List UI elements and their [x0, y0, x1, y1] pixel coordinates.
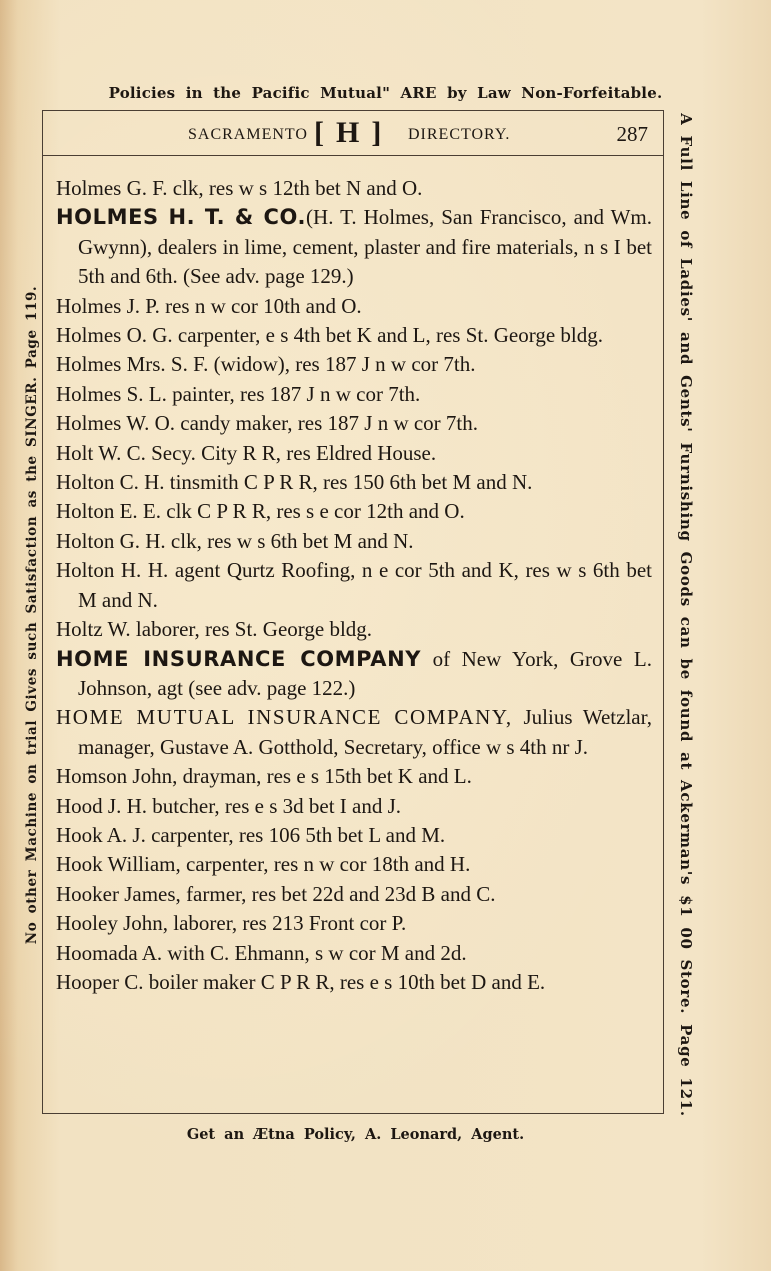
directory-entry [56, 909, 652, 938]
directory-entry [56, 615, 652, 644]
running-head-letter: [H] [314, 116, 394, 149]
entry-name: HOME MUTUAL INSURANCE COMPANY, [56, 705, 513, 730]
entry-name: Holtz W. [56, 617, 131, 642]
directory-entry-business [56, 203, 652, 291]
directory-entry [56, 556, 652, 615]
directory-entry [56, 321, 652, 350]
entry-details: carpenter, e s 4th bet K and L, res St. George bldg. [172, 323, 603, 348]
entry-details: clk, res w s 6th bet M and N. [165, 528, 414, 553]
bottom-advertisement: Get an Ætna Policy, A. Leonard, Agent. [186, 1126, 525, 1143]
entry-name: Holmes J. P. [56, 293, 160, 318]
directory-entry [56, 497, 652, 526]
directory-entry [56, 850, 652, 879]
entry-name: HOLMES H. T. & CO. [56, 205, 307, 230]
entry-details: (H. T. Holmes, San Francisco, and Wm. Gwynn), dealers in lime, cement, plaster and fire materials, n s I bet 5th and 6th. (See adv. page 129.) [78, 205, 652, 289]
directory-entry [56, 468, 652, 497]
running-head-city: SACRAMENTO [188, 126, 308, 143]
entry-name: Hooker James, [56, 881, 181, 906]
left-margin-ad-text: No other Machine on trial Gives such Satisfaction as the SINGER. Page 119. [24, 285, 40, 945]
entry-details: agent Qurtz Roofing, n e cor 5th and K, res w s 6th bet M and N. [78, 558, 652, 612]
entry-name: Hook A. J. [56, 822, 146, 847]
entry-details: farmer, res bet 22d and 23d B and C. [180, 881, 496, 906]
directory-entries [56, 174, 652, 997]
directory-entry [56, 350, 652, 379]
entry-name: Holton E. E. [56, 499, 161, 524]
entry-details: tinsmith C P R R, res 150 6th bet M and N. [164, 470, 533, 495]
page-number: 287 [616, 122, 648, 146]
entry-name: Holton H. H. [56, 558, 169, 583]
entry-details: res n w cor 10th and O. [159, 293, 362, 318]
entry-details: laborer, res St. George bldg. [130, 617, 373, 642]
directory-entry [56, 292, 652, 321]
entry-details: carpenter, res n w cor 18th and H. [180, 852, 471, 877]
entry-name: Hood J. H. [56, 793, 148, 818]
entry-details: of New York, Grove L. Johnson, agt (see adv. page 122.) [78, 646, 652, 700]
directory-entry [56, 409, 652, 438]
entry-details: carpenter, res 106 5th bet L and M. [145, 822, 446, 847]
entry-details: painter, res 187 J n w cor 7th. [166, 381, 421, 406]
entry-details: clk, res w s 12th bet N and O. [167, 176, 423, 200]
entry-name: Hooper C. [56, 969, 144, 994]
directory-entry [56, 821, 652, 850]
entry-details: boiler maker C P R R, res e s 10th bet D and E. [143, 969, 546, 994]
directory-entry-business [56, 645, 652, 704]
entry-details: candy maker, res 187 J n w cor 7th. [175, 411, 479, 436]
entry-name: Holmes S. L. [56, 381, 167, 406]
directory-entry [56, 968, 652, 997]
directory-entry [56, 174, 652, 203]
right-margin-advertisement [672, 113, 700, 1117]
entry-name: Hooley John, [56, 911, 168, 936]
directory-entry [56, 792, 652, 821]
entry-name: Holton C. H. [56, 470, 165, 495]
entry-details: Julius Wetzlar, manager, Gustave A. Gotthold, Secretary, office w s 4th nr J. [78, 705, 653, 759]
entry-name: Holmes G. F. [56, 176, 168, 200]
entry-details: laborer, res 213 Front cor P. [168, 911, 407, 936]
entry-details: clk C P R R, res s e cor 12th and O. [161, 499, 465, 524]
directory-entry [56, 939, 652, 968]
entry-details: (widow), res 187 J n w cor 7th. [208, 352, 476, 377]
directory-entry [56, 527, 652, 556]
entry-name: Homson John, [56, 764, 178, 789]
directory-entry [56, 762, 652, 791]
directory-entry-business [56, 703, 652, 762]
entry-name: Hook William, [56, 852, 181, 877]
entry-details: drayman, res e s 15th bet K and L. [177, 764, 472, 789]
right-margin-ad-text: A Full Line of Ladies' and Gents' Furnishing Goods can be found at Ackerman's $1 00 Store. Page 121. [677, 113, 695, 1117]
left-margin-advertisement [20, 265, 44, 965]
entry-name: Holton G. H. [56, 528, 166, 553]
entry-name: Holmes Mrs. S. F. [56, 352, 209, 377]
top-advertisement: Policies in the Pacific Mutual" ARE by Law Non-Forfeitable. [108, 84, 663, 102]
entry-name: Holmes O. G. [56, 323, 173, 348]
entry-details: with C. Ehmann, s w cor M and 2d. [162, 940, 467, 965]
entry-name: HOME INSURANCE COMPANY [56, 646, 422, 671]
header-rule [42, 155, 664, 156]
entry-details: Secy. City R R, res Eldred House. [145, 440, 437, 465]
running-head-directory: DIRECTORY. [408, 126, 511, 143]
entry-name: Holt W. C. [56, 440, 146, 465]
entry-name: Hoomada A. [56, 940, 163, 965]
entry-details: butcher, res e s 3d bet I and J. [147, 793, 402, 818]
directory-entry [56, 880, 652, 909]
directory-entry [56, 380, 652, 409]
running-head [42, 118, 664, 154]
entry-name: Holmes W. O. [56, 411, 176, 436]
directory-entry [56, 439, 652, 468]
